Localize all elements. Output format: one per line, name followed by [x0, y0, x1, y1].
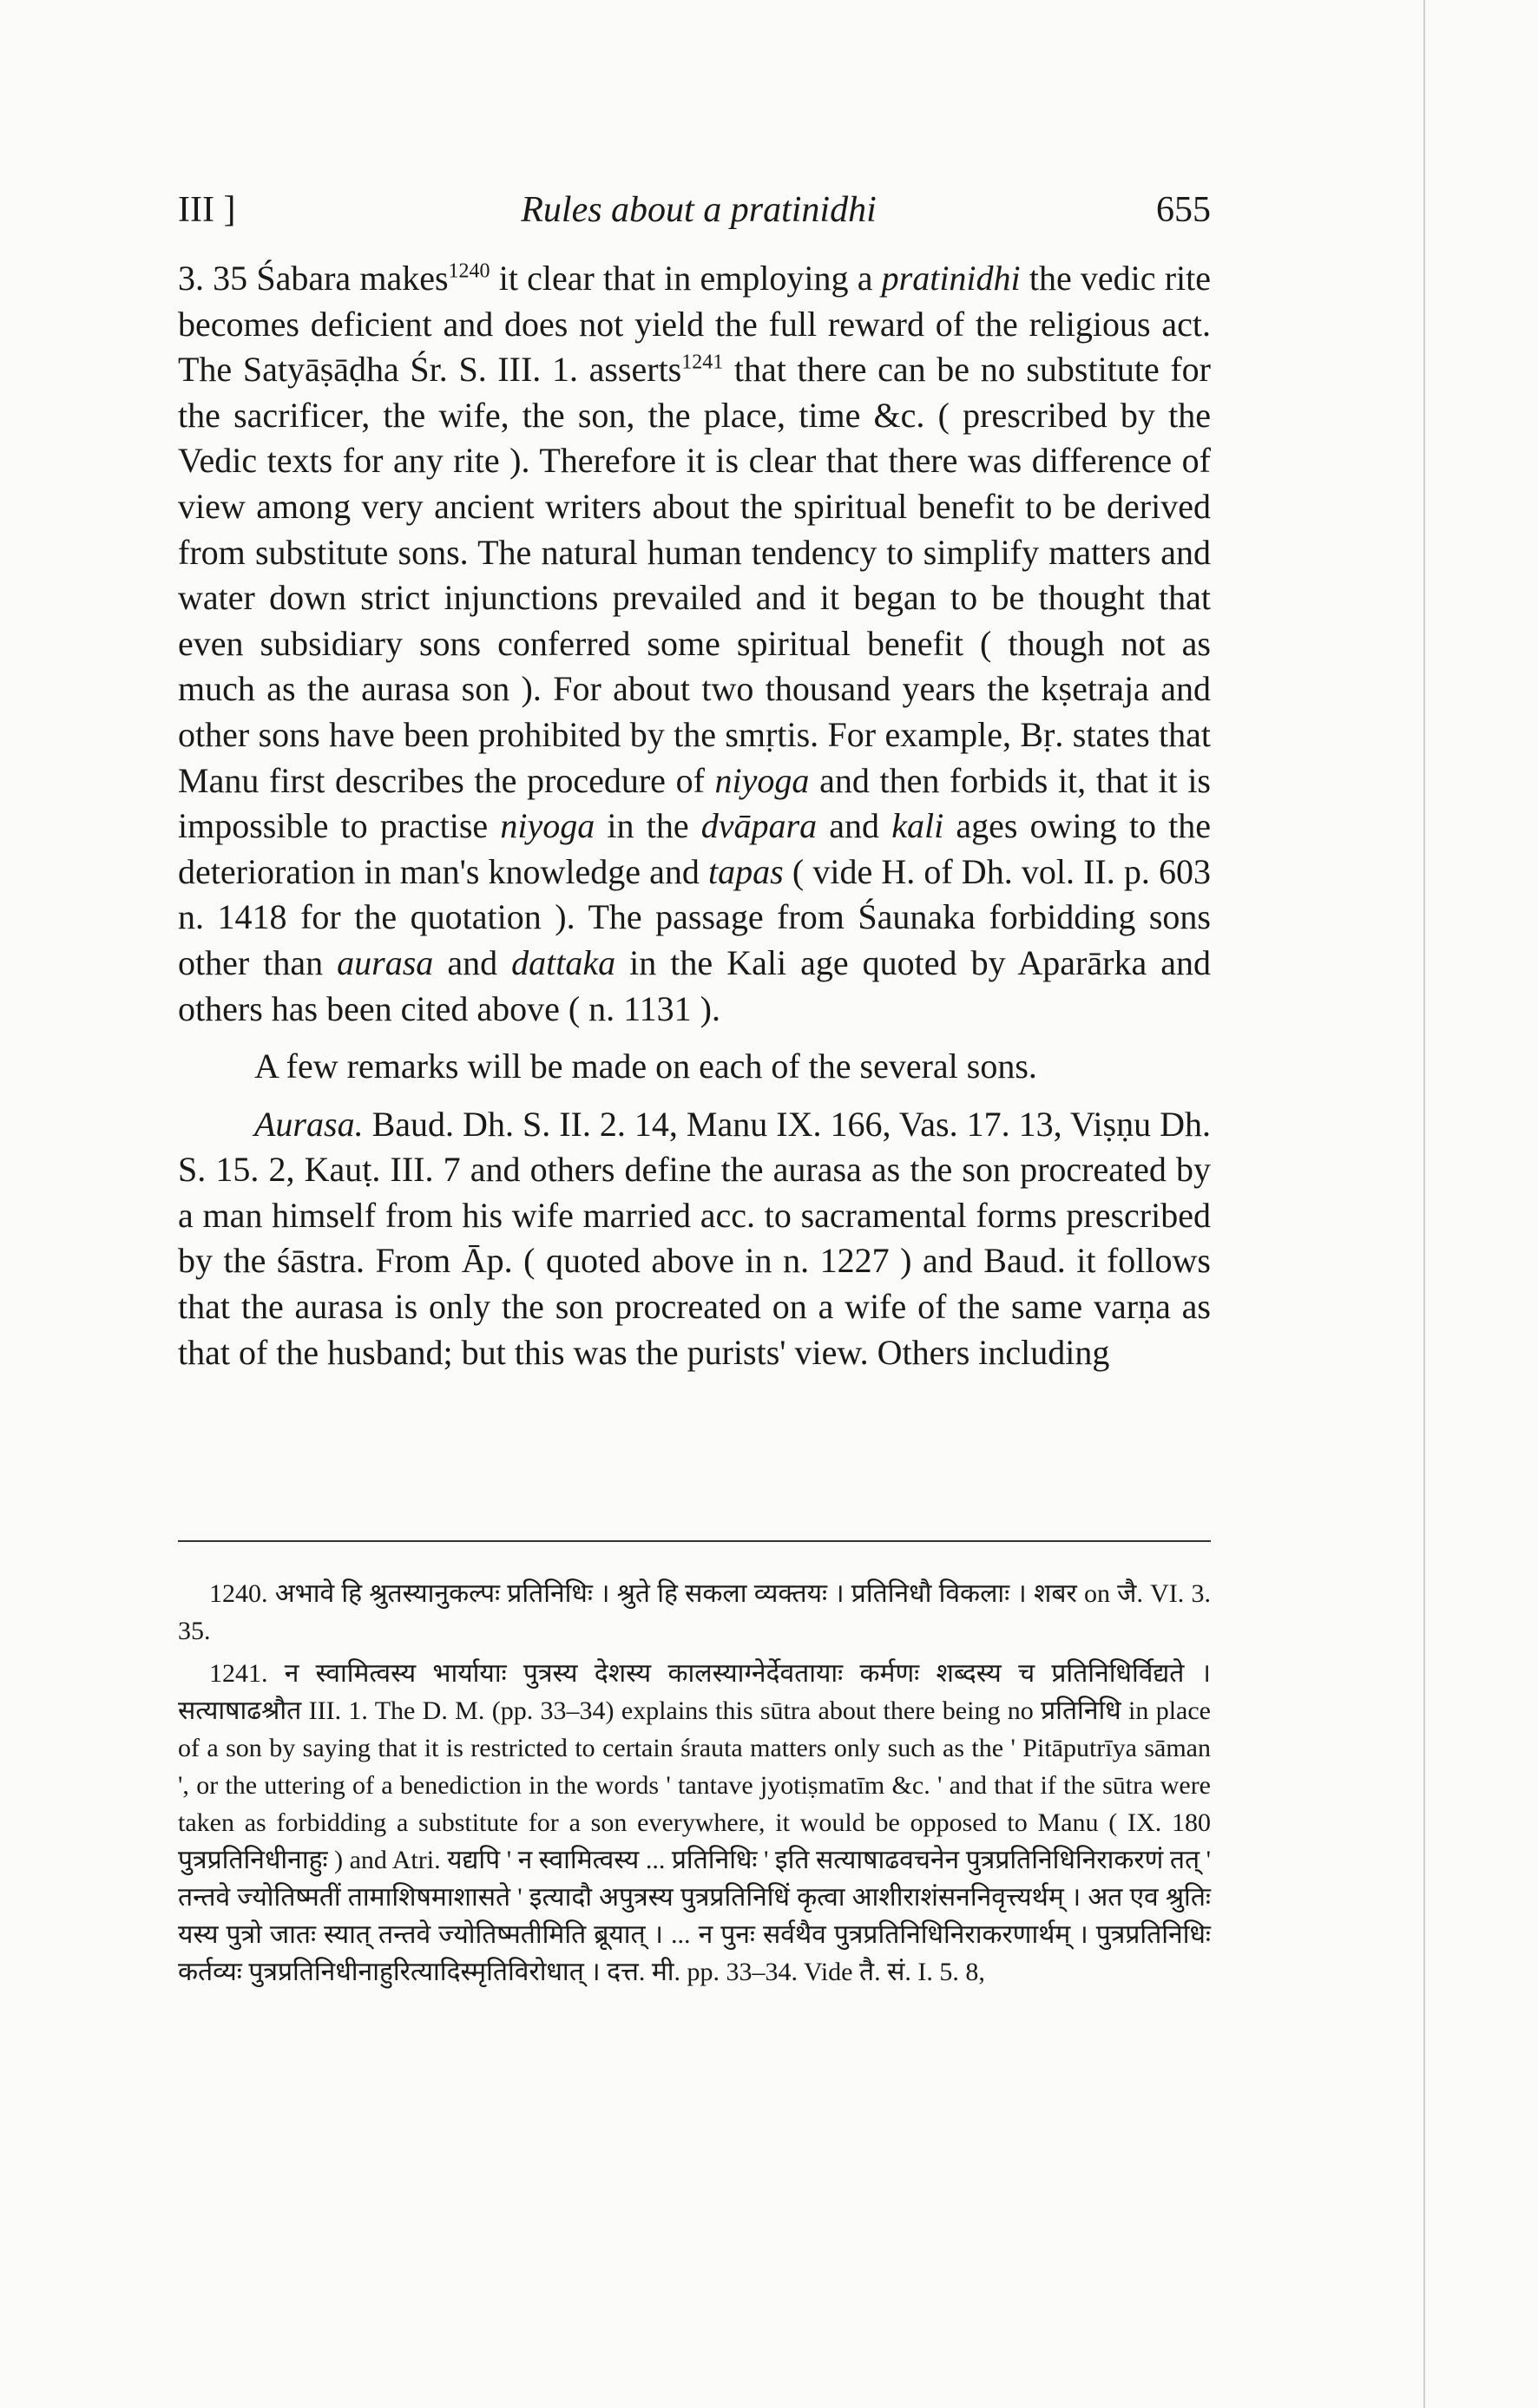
page-header [178, 189, 1211, 241]
footnotes [178, 1575, 1211, 1991]
section-number: III ] [178, 190, 236, 230]
page-edge-line [1423, 0, 1425, 2408]
page-number: 655 [1156, 190, 1211, 230]
paragraph-remarks: A few remarks will be made on each of the several sons. [254, 1047, 1037, 1086]
footnote-ref-1241: 1241 [681, 351, 724, 374]
footnote-1241: 1241. न स्वामित्वस्य भार्यायाः पुत्रस्य देशस्य कालस्याग्नेर्देवतायाः कर्मणः शब्दस्य च प्रतिनिधिर्विद्यते । सत्याषाढश्रौत III. 1. The D. M. (pp. 33–34) explains this sūtra about there being no प्रतिनिधि in place of a son by saying that it is restricted to certain śrauta matters only such as the ' Pitāputrīya sāman ', or the uttering of a benediction in the words ' tantave jyotiṣmatīm &c. ' and that if the sūtra were taken as forbidding a substitute for a son everywhere, it would be opposed to Manu ( IX. 180 पुत्रप्रतिनिधीनाहुः ) and Atri. यद्यपि ' न स्वामित्वस्य ... प्रतिनिधिः ' इति सत्याषाढवचनेन पुत्रप्रतिनिधिनिराकरणं तत् ' तन्तवे ज्योतिष्मतीं तामाशिषमाशासते ' इत्यादौ अपुत्रस्य पुत्रप्रतिनिधिं कृत्वा आशीराशंसननिवृत्त्यर्थम् । अत एव श्रुतिः यस्य पुत्रो जातः स्यात् तन्तवे ज्योतिष्मतीमिति ब्रूयात् । ... न पुनः सर्वथैव पुत्रप्रतिनिधिनिराकरणार्थम् । पुत्रप्रतिनिधिः कर्तव्यः पुत्रप्रतिनिधीनाहुरित्यादिस्मृतिविरोधात् । दत्त. मी. pp. 33–34. Vide तै. सं. I. 5. 8, [178, 1659, 1211, 1986]
term-aurasa: Aurasa. [254, 1104, 364, 1144]
paragraph-aurasa: Aurasa. Baud. Dh. S. II. 2. 14, Manu IX. 166, Vas. 17. 13, Viṣṇu Dh. S. 15. 2, Kauṭ. III. 7 and others define the aurasa as the son procreated by a man himself from his wife married acc. to sacramental forms prescribed by the śāstra. From Āp. ( quoted above in n. 1227 ) and Baud. it follows that the aurasa is only the son procreated on a wife of the same varṇa as that of the husband; but this was the purists' view. Others including [178, 1104, 1211, 1372]
running-title: Rules about a pratinidhi [521, 190, 877, 230]
footnote-divider [178, 1540, 1211, 1542]
main-text [178, 256, 1211, 1375]
footnote-ref-1240: 1240 [448, 259, 490, 283]
footnote-1240: 1240. अभावे हि श्रुतस्यानुकल्पः प्रतिनिधिः । श्रुते हि सकला व्यक्तयः । प्रतिनिधौ विकलाः । शबर on जै. VI. 3. 35. [178, 1579, 1211, 1645]
paragraph-sabara: 3. 35 Śabara makes$^{1240}$ it clear that in employing a pratinidhi the vedic rite becomes deficient and does not yield the full reward of the religious act. The Satyāṣāḍha Śr. S. III. 1. asserts$^{1241}$ that there can be no substitute for the sacrificer, the wife, the son, the place, time &c. ( prescribed by the Vedic texts for any rite ). Therefore it is clear that there was difference of view among very ancient writers about the spiritual benefit to be derived from substitute sons. The natural human tendency to simplify matters and water down strict injunctions prevailed and it began to be thought that even subsidiary sons conferred some spiritual benefit ( though not as much as the aurasa son ). For about two thousand years the kṣetraja and other sons have been prohibited by the smṛtis. For example, Bṛ. states that Manu first describes the procedure of niyoga and then forbids it, that it is impossible to practise niyoga in the dvāpara and kali ages owing to the deterioration in man's knowledge and tapas ( vide H. of Dh. vol. II. p. 603 n. 1418 for the quotation ). The passage from Śaunaka forbidding sons other than aurasa and dattaka in the Kali age quoted by Aparārka and others has been cited above ( n. 1131 ). [178, 259, 1211, 1028]
